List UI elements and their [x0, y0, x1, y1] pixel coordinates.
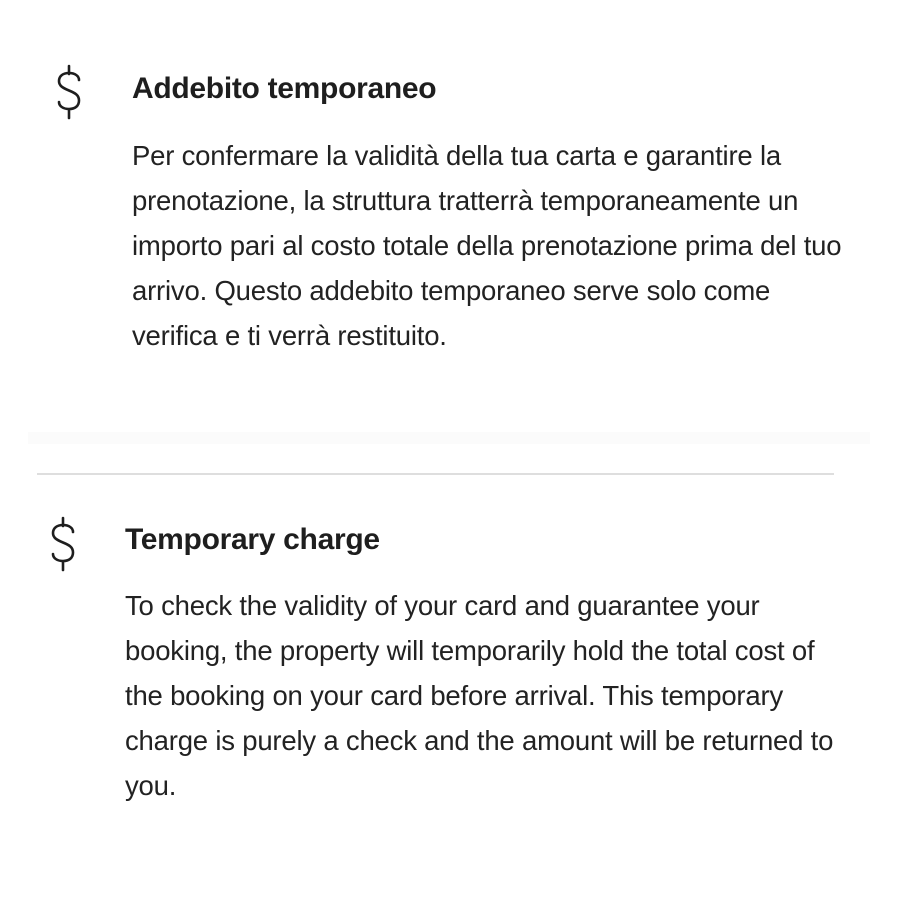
divider	[37, 473, 834, 475]
section-description: To check the validity of your card and guarantee your booking, the property will temporarily hold the total cost of the booking on your card before arrival. This temporary charge is purely a check and the amount will be returned to you.	[125, 590, 834, 801]
dollar-icon	[52, 62, 86, 122]
section-title: Addebito temporaneo	[132, 72, 437, 105]
dollar-icon	[46, 514, 80, 574]
section-title: Temporary charge	[125, 523, 380, 556]
section-description: Per confermare la validità della tua carta e garantire la prenotazione, la struttura tratterrà temporaneamente un importo pari al costo totale della prenotazione prima del tuo arrivo. Questo addebito temporaneo serve solo come verifica e ti verrà restituito.	[132, 140, 842, 351]
section-separator-shade	[28, 432, 870, 444]
